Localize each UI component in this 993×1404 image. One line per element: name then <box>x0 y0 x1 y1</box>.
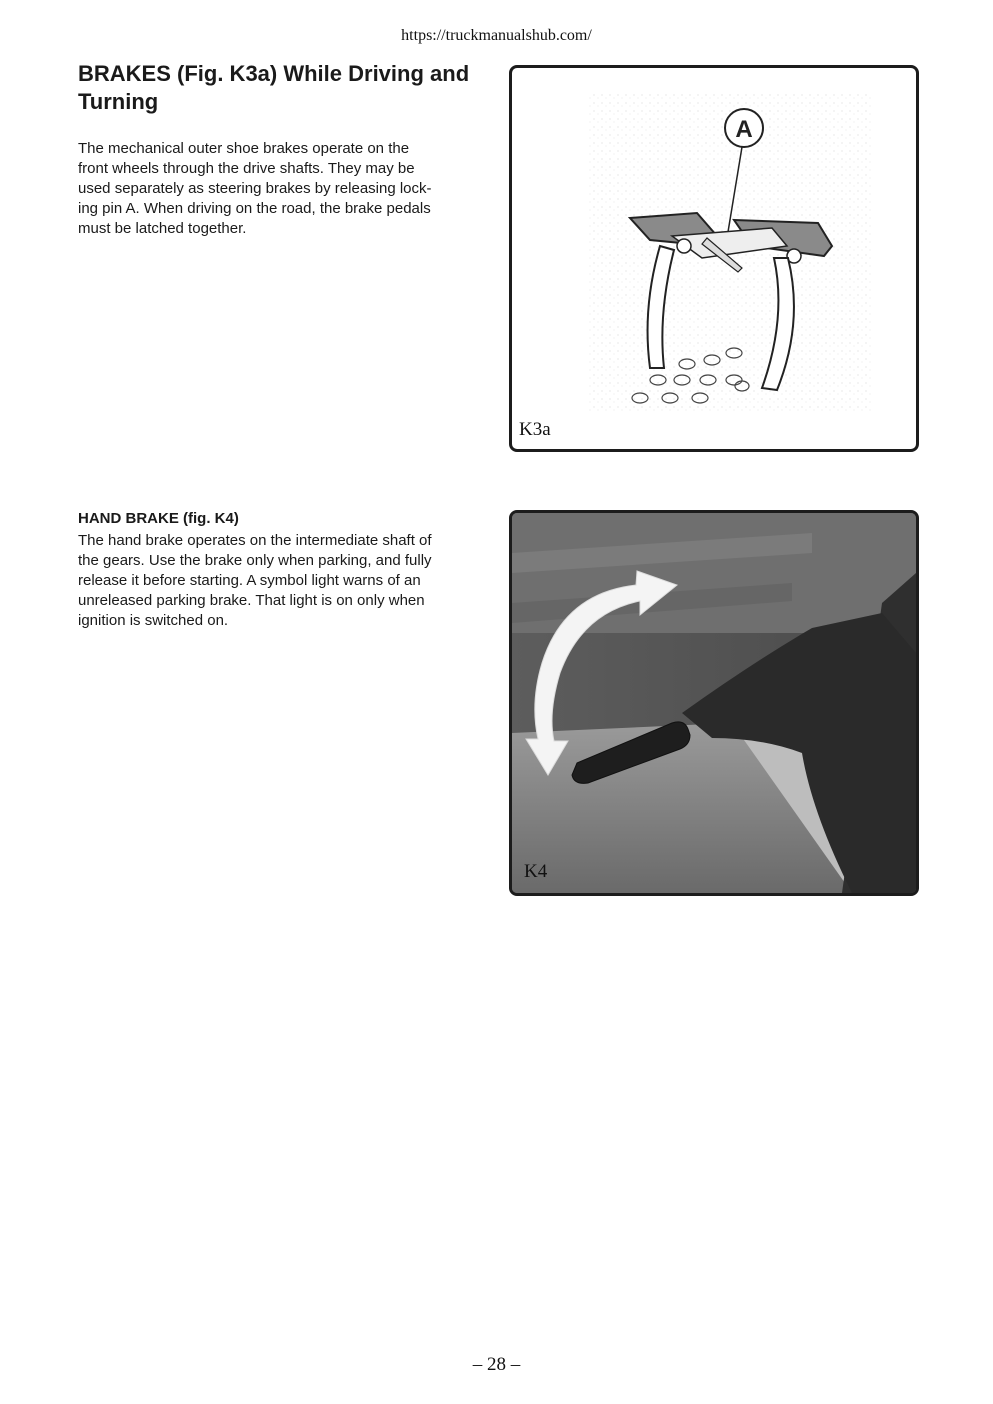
brakes-paragraph-line: must be latched together. <box>78 220 247 237</box>
hand-brake-paragraph-line: The hand brake operates on the intermediate shaft of <box>78 532 432 549</box>
brakes-paragraph-line: The mechanical outer shoe brakes operate on the <box>78 140 410 157</box>
figure-k4 <box>509 510 919 896</box>
brakes-paragraph <box>78 139 478 239</box>
figure-label-k4: K4 <box>524 861 548 882</box>
page-number: – 28 – <box>472 1354 521 1375</box>
hand-brake-paragraph-line: release it before starting. A symbol light warns of an <box>78 572 421 589</box>
hand-brake-paragraph-line: unreleased parking brake. That light is on only when <box>78 592 425 609</box>
brakes-paragraph-line: used separately as steering brakes by releasing lock- <box>78 180 432 197</box>
brake-pedals-illustration <box>512 68 916 449</box>
hand-brake-paragraph-line: ignition is switched on. <box>78 612 229 629</box>
hand-brake-photo <box>512 513 916 893</box>
brakes-paragraph-line: front wheels through the drive shafts. They may be <box>78 160 415 177</box>
header-url: https://truckmanualshub.com/ <box>401 27 592 44</box>
callout-a-label: A <box>735 116 753 143</box>
hand-brake-paragraph-line: the gears. Use the brake only when parking, and fully <box>78 552 432 569</box>
figure-k3a <box>509 65 919 452</box>
figure-label-k3a: K3a <box>519 419 551 440</box>
hand-brake-paragraph <box>78 531 478 631</box>
hand-brake-heading: HAND BRAKE (fig. K4) <box>78 510 239 527</box>
section-title-brakes: BRAKES (Fig. K3a) While Driving and Turning <box>78 61 470 114</box>
brakes-paragraph-line: ing pin A. When driving on the road, the brake pedals <box>78 200 431 217</box>
